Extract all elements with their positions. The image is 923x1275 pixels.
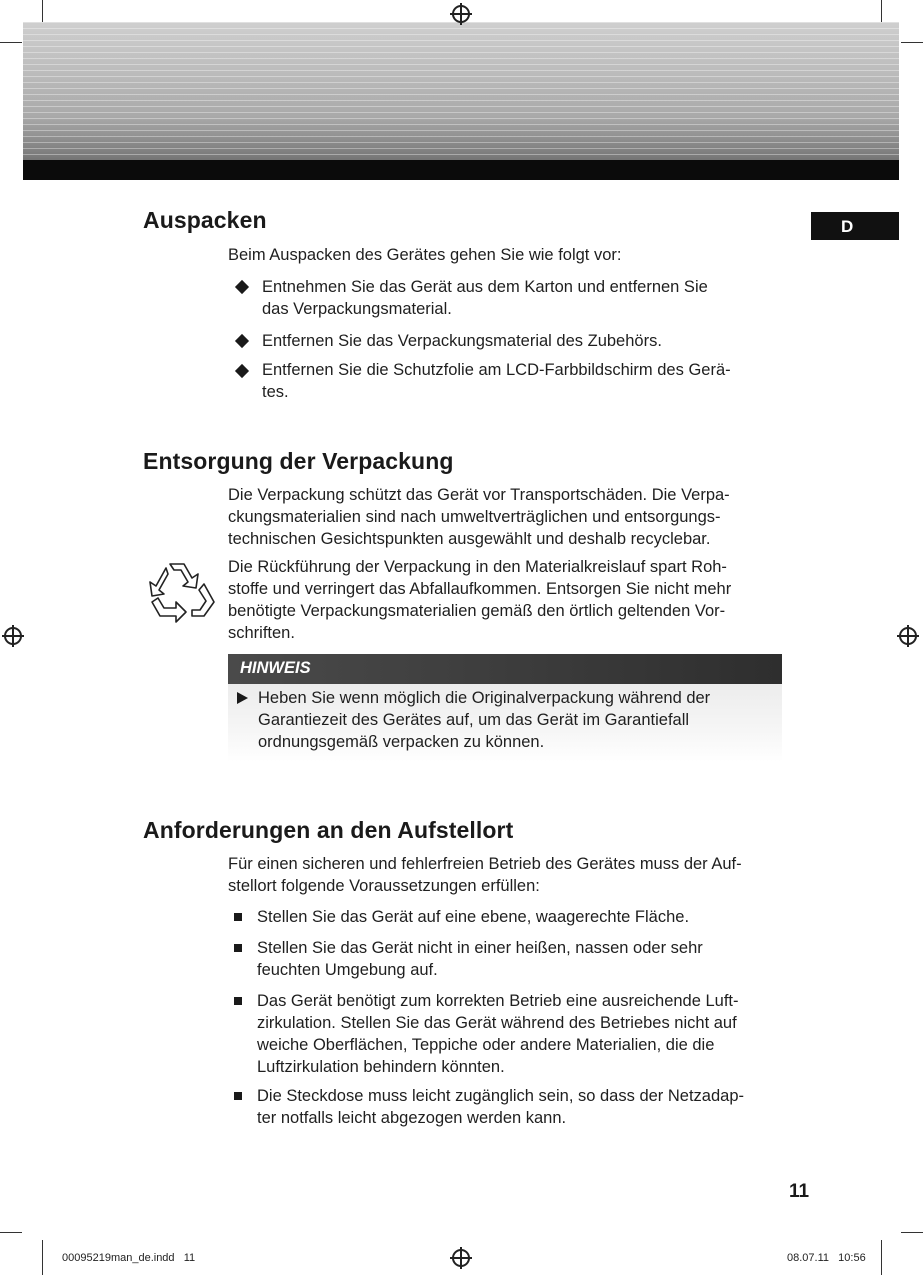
list-item xyxy=(262,330,782,352)
registration-mark-icon xyxy=(452,5,470,23)
list-item xyxy=(257,906,782,928)
text-line: Garantiezeit des Gerätes auf, um das Gerät im Garantiefall xyxy=(258,711,690,729)
text-line: ordnungsgemäß verpacken zu können. xyxy=(258,733,545,751)
list-item xyxy=(262,276,782,320)
list-item xyxy=(262,359,782,403)
recycling-icon xyxy=(142,556,222,626)
list-item xyxy=(257,990,782,1078)
hinweis-label: HINWEIS xyxy=(240,659,311,677)
list-item-line: das Verpackungsmaterial. xyxy=(262,300,452,318)
list-item-line: tes. xyxy=(262,383,289,401)
diamond-bullet-icon xyxy=(235,364,249,378)
entsorgung-paragraph-2 xyxy=(228,556,782,644)
page-number: 11 xyxy=(789,1181,810,1202)
crop-mark xyxy=(0,42,22,43)
list-item-line: Entnehmen Sie das Gerät aus dem Karton und entfernen Sie xyxy=(262,278,708,296)
list-item-line: weiche Oberflächen, Teppiche oder andere Materialien, die die xyxy=(257,1036,715,1054)
header-dark-stripe xyxy=(23,160,899,180)
diamond-bullet-icon xyxy=(235,280,249,294)
registration-mark-icon xyxy=(4,627,22,645)
registration-mark-icon xyxy=(899,627,917,645)
list-item xyxy=(257,1085,782,1129)
text-line: Für einen sicheren und fehlerfreien Betrieb des Gerätes muss der Auf- xyxy=(228,855,742,873)
square-bullet-icon xyxy=(234,944,242,952)
square-bullet-icon xyxy=(234,997,242,1005)
registration-mark-icon xyxy=(452,1249,470,1267)
crop-mark xyxy=(0,1232,22,1233)
text-line: Die Rückführung der Verpackung in den Materialkreislauf spart Roh- xyxy=(228,558,727,576)
crop-mark xyxy=(881,1240,882,1275)
text-line: Heben Sie wenn möglich die Originalverpackung während der xyxy=(258,689,711,707)
list-item-line: Das Gerät benötigt zum korrekten Betrieb eine ausreichende Luft- xyxy=(257,992,739,1010)
text-line: benötigte Verpackungsmaterialien gemäß den örtlich geltenden Vor- xyxy=(228,602,726,620)
square-bullet-icon xyxy=(234,913,242,921)
section-title-entsorgung: Entsorgung der Verpackung xyxy=(143,448,454,474)
crop-mark xyxy=(881,0,882,22)
text-line: technischen Gesichtspunkten ausgewählt und deshalb recyclebar. xyxy=(228,530,711,548)
crop-mark xyxy=(42,1240,43,1275)
diamond-bullet-icon xyxy=(235,334,249,348)
hinweis-header xyxy=(228,654,782,684)
text-line: stellort folgende Voraussetzungen erfüllen: xyxy=(228,877,540,895)
list-item xyxy=(257,937,782,981)
list-item-line: Die Steckdose muss leicht zugänglich sein, so dass der Netzadap- xyxy=(257,1087,744,1105)
crop-mark xyxy=(901,42,923,43)
auspacken-intro: Beim Auspacken des Gerätes gehen Sie wie folgt vor: xyxy=(228,246,622,264)
crop-mark xyxy=(901,1232,923,1233)
text-line: schriften. xyxy=(228,624,295,642)
hinweis-text xyxy=(258,687,778,753)
list-item-line: feuchten Umgebung auf. xyxy=(257,961,438,979)
square-bullet-icon xyxy=(234,1092,242,1100)
entsorgung-paragraph-1 xyxy=(228,484,782,550)
text-line: Die Verpackung schützt das Gerät vor Transportschäden. Die Verpa- xyxy=(228,486,730,504)
section-title-auspacken: Auspacken xyxy=(143,207,267,233)
section-title-aufstellort: Anforderungen an den Aufstellort xyxy=(143,817,514,843)
list-item-line: Stellen Sie das Gerät auf eine ebene, waagerechte Fläche. xyxy=(257,908,690,926)
language-tab: D xyxy=(811,212,899,240)
list-item-line: Entfernen Sie die Schutzfolie am LCD-Farbbildschirm des Gerä- xyxy=(262,361,731,379)
list-item-line: Luftzirkulation behindern könnten. xyxy=(257,1058,505,1076)
text-line: ckungsmaterialien sind nach umweltverträglichen und entsorgungs- xyxy=(228,508,721,526)
list-item-line: Stellen Sie das Gerät nicht in einer heißen, nassen oder sehr xyxy=(257,939,703,957)
footer-timestamp: 08.07.11 10:56 xyxy=(787,1252,866,1264)
header-band xyxy=(23,22,899,180)
list-item-line: Entfernen Sie das Verpackungsmaterial des Zubehörs. xyxy=(262,332,662,350)
text-line: stoffe und verringert das Abfallaufkommen. Entsorgen Sie nicht mehr xyxy=(228,580,732,598)
list-item-line: ter notfalls leicht abgezogen werden kann. xyxy=(257,1109,567,1127)
aufstellort-intro xyxy=(228,853,782,897)
list-item-line: zirkulation. Stellen Sie das Gerät während des Betriebes nicht auf xyxy=(257,1014,737,1032)
footer-file-info: 00095219man_de.indd 11 xyxy=(62,1252,196,1264)
crop-mark xyxy=(42,0,43,22)
arrow-bullet-icon xyxy=(237,692,248,704)
